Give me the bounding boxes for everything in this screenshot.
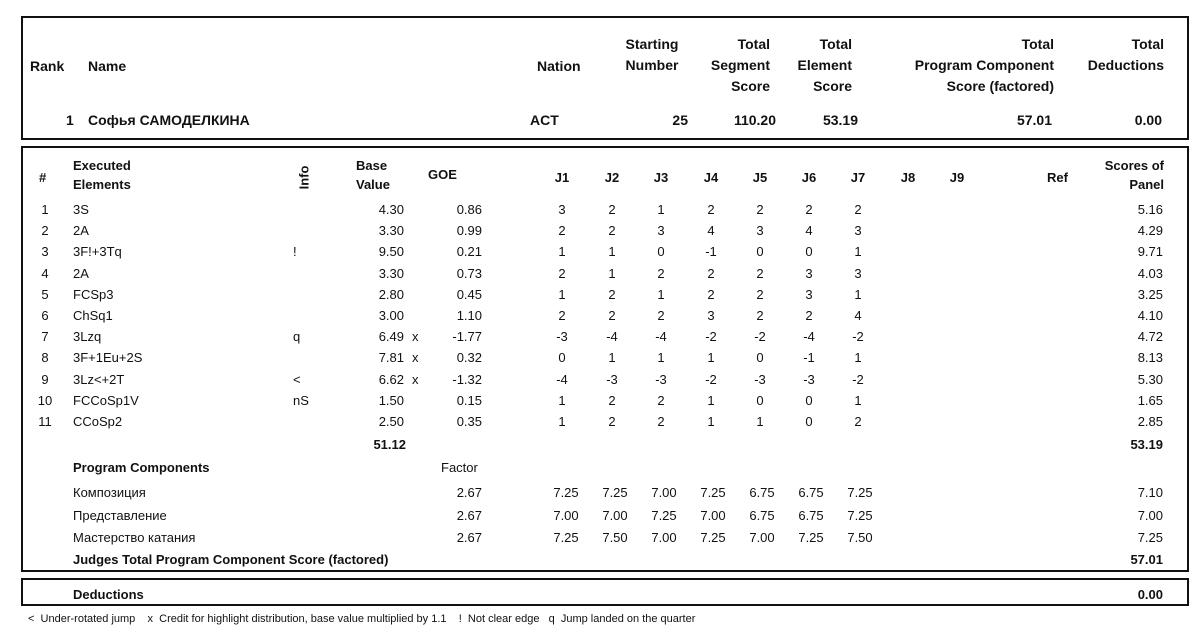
skater-total-segment: 110.20 — [733, 112, 776, 128]
element-base: 1.50 — [378, 392, 404, 408]
element-num: 6 — [41, 308, 49, 323]
component-name: Мастерство катания — [73, 530, 196, 545]
element-row — [0, 287, 1200, 308]
component-judge-score: 7.00 — [700, 507, 726, 523]
element-judge-score: 3 — [805, 286, 813, 302]
component-judge-score: 7.25 — [700, 485, 726, 500]
starting-number-label: Starting Number — [625, 36, 679, 73]
total-pcs-label: Total Program Component Score (factored) — [914, 36, 1054, 94]
element-goe: 1.10 — [456, 308, 482, 323]
element-judge-score: -2 — [852, 371, 864, 387]
element-judge-score: 1 — [558, 392, 566, 408]
element-num: 5 — [41, 286, 49, 302]
component-name: Представление — [73, 507, 167, 523]
element-row — [0, 393, 1200, 414]
elements-base-total: 51.12 — [373, 437, 406, 452]
total-element-label: Total Element Score — [797, 36, 852, 94]
element-name: 3F+1Eu+2S — [73, 350, 143, 366]
component-judge-score: 7.25 — [553, 530, 579, 545]
element-goe: 0.99 — [456, 223, 482, 239]
element-bonus-x: x — [412, 329, 419, 345]
element-judge-score: 0 — [558, 350, 566, 366]
component-judge-score: 7.25 — [553, 485, 579, 500]
element-name: 2A — [73, 265, 89, 281]
element-name: ChSq1 — [73, 308, 113, 323]
element-info: ! — [293, 244, 297, 260]
element-bonus-x: x — [412, 371, 419, 387]
element-info: nS — [293, 392, 309, 408]
element-name: 3Lz<+2T — [73, 371, 125, 387]
total-deductions-label: Total Deductions — [1087, 36, 1164, 73]
element-judge-score: 1 — [707, 414, 715, 429]
element-name: FCCoSp1V — [73, 392, 139, 408]
element-judge-score: -2 — [705, 329, 717, 345]
element-judge-score: -3 — [803, 371, 815, 387]
element-judge-score: 1 — [854, 244, 862, 260]
total-segment-label: Total Segment Score — [710, 36, 770, 94]
element-judge-score: 2 — [756, 202, 764, 217]
element-num: 1 — [41, 202, 49, 217]
col-info-label: Info — [296, 165, 312, 190]
element-judge-score: 3 — [854, 223, 862, 239]
element-row — [0, 372, 1200, 393]
program-component-row — [0, 485, 1200, 506]
element-info: q — [293, 329, 301, 345]
element-judge-score: 1 — [707, 350, 715, 366]
component-factor: 2.67 — [456, 530, 482, 545]
element-judge-score: 2 — [608, 202, 616, 217]
element-goe: 0.32 — [456, 350, 482, 366]
element-judge-score: 1 — [756, 414, 764, 429]
element-row — [0, 244, 1200, 265]
judge-label-1: J1 — [554, 170, 570, 185]
element-name: FCSp3 — [73, 286, 114, 302]
skater-nation: ACT — [530, 112, 559, 128]
judge-label-3: J3 — [653, 170, 669, 185]
element-judge-score: 2 — [608, 414, 616, 429]
element-judge-score: 2 — [657, 265, 665, 281]
component-score: 7.10 — [1137, 485, 1163, 500]
element-judge-score: 3 — [558, 202, 566, 217]
component-judge-score: 6.75 — [749, 485, 775, 500]
element-judge-score: 1 — [657, 202, 665, 217]
element-judge-score: 0 — [805, 244, 813, 260]
element-judge-score: 3 — [756, 223, 764, 239]
component-name: Композиция — [73, 485, 146, 500]
element-row — [0, 223, 1200, 244]
name-label: Name — [88, 58, 127, 74]
element-goe: 0.86 — [456, 202, 482, 217]
element-name: CCoSp2 — [73, 414, 123, 429]
skater-total-pcs: 57.01 — [1016, 112, 1052, 128]
element-num: 9 — [41, 371, 49, 387]
element-num: 7 — [41, 329, 49, 345]
component-judge-score: 7.00 — [602, 507, 628, 523]
element-judge-score: 2 — [854, 414, 862, 429]
component-judge-score: 7.50 — [602, 530, 628, 545]
component-factor: 2.67 — [456, 485, 482, 500]
element-judge-score: 2 — [657, 308, 665, 323]
element-judge-score: -4 — [803, 329, 815, 345]
elements-score-total: 53.19 — [1130, 437, 1163, 452]
pcs-total-label: Judges Total Program Component Score (factored) — [73, 552, 389, 567]
component-judge-score: 7.25 — [798, 530, 824, 545]
component-judge-score: 7.00 — [749, 530, 775, 545]
program-components-title: Program Components — [73, 460, 210, 475]
element-judge-score: 4 — [707, 223, 715, 239]
element-judge-score: -3 — [606, 371, 618, 387]
element-name: 3Lzq — [73, 329, 102, 345]
element-judge-score: -3 — [655, 371, 667, 387]
element-judge-score: 1 — [608, 350, 616, 366]
component-score: 7.25 — [1137, 530, 1163, 545]
element-base: 2.80 — [378, 286, 404, 302]
element-judge-score: 0 — [756, 392, 764, 408]
element-row — [0, 414, 1200, 435]
element-score: 9.71 — [1137, 244, 1163, 260]
element-score: 4.29 — [1137, 223, 1163, 239]
component-judge-score: 7.25 — [847, 507, 873, 523]
element-score: 4.72 — [1137, 329, 1163, 345]
element-goe: 0.35 — [456, 414, 482, 429]
element-name: 3S — [73, 202, 89, 217]
judge-label-8: J8 — [900, 170, 916, 185]
col-num-label: # — [39, 170, 47, 185]
element-num: 2 — [41, 223, 49, 239]
pcs-total-value: 57.01 — [1130, 552, 1163, 567]
element-score: 4.03 — [1137, 265, 1163, 281]
element-row — [0, 329, 1200, 350]
element-judge-score: 1 — [608, 244, 616, 260]
element-info: < — [293, 371, 301, 387]
element-row — [0, 266, 1200, 287]
element-num: 3 — [41, 244, 49, 260]
element-base: 3.30 — [378, 265, 404, 281]
component-judge-score: 7.50 — [847, 530, 873, 545]
col-ref-label: Ref — [1047, 170, 1068, 185]
element-base: 6.62 — [378, 371, 404, 387]
element-num: 4 — [41, 265, 49, 281]
judge-label-5: J5 — [752, 170, 768, 185]
element-goe: 0.15 — [456, 392, 482, 408]
element-judge-score: 2 — [805, 308, 813, 323]
deductions-label: Deductions — [73, 587, 144, 602]
program-component-row — [0, 530, 1200, 551]
element-row — [0, 350, 1200, 371]
component-judge-score: 7.00 — [651, 530, 677, 545]
element-score: 8.13 — [1137, 350, 1163, 366]
skater-rank: 1 — [66, 112, 74, 128]
element-judge-score: 0 — [805, 414, 813, 429]
element-judge-score: 2 — [707, 202, 715, 217]
element-judge-score: 2 — [608, 392, 616, 408]
element-judge-score: 1 — [558, 286, 566, 302]
element-judge-score: 2 — [608, 286, 616, 302]
component-judge-score: 7.25 — [602, 485, 628, 500]
element-base: 7.81 — [378, 350, 404, 366]
element-judge-score: -4 — [606, 329, 618, 345]
judge-label-4: J4 — [703, 170, 719, 185]
skater-name: Софья САМОДЕЛКИНА — [88, 112, 250, 128]
judge-label-2: J2 — [604, 170, 620, 185]
element-judge-score: 1 — [854, 286, 862, 302]
element-judge-score: 2 — [558, 223, 566, 239]
element-judge-score: -1 — [803, 350, 815, 366]
element-base: 3.30 — [378, 223, 404, 239]
element-judge-score: -1 — [705, 244, 717, 260]
component-factor: 2.67 — [456, 507, 482, 523]
element-judge-score: -2 — [852, 329, 864, 345]
element-judge-score: 4 — [805, 223, 813, 239]
factor-label: Factor — [441, 460, 478, 475]
element-judge-score: 2 — [756, 286, 764, 302]
col-scores-label: Scores of Panel — [1104, 158, 1164, 192]
element-num: 11 — [38, 414, 52, 429]
skater-total-deductions: 0.00 — [1134, 112, 1162, 128]
element-score: 3.25 — [1137, 286, 1163, 302]
deductions-value: 0.00 — [1137, 587, 1163, 602]
component-judge-score: 7.25 — [651, 507, 677, 523]
element-score: 2.85 — [1137, 414, 1163, 429]
element-judge-score: 1 — [558, 414, 566, 429]
element-judge-score: 2 — [854, 202, 862, 217]
deductions-box — [21, 578, 1189, 606]
element-judge-score: -3 — [754, 371, 766, 387]
component-judge-score: 6.75 — [749, 507, 775, 523]
element-judge-score: 0 — [657, 244, 665, 260]
element-judge-score: 1 — [854, 392, 862, 408]
element-score: 5.30 — [1137, 371, 1163, 387]
nation-label: Nation — [537, 58, 581, 74]
element-judge-score: -4 — [556, 371, 568, 387]
element-judge-score: 1 — [608, 265, 616, 281]
component-judge-score: 7.25 — [700, 530, 726, 545]
element-num: 8 — [41, 350, 49, 366]
element-base: 2.50 — [378, 414, 404, 429]
element-judge-score: 2 — [657, 414, 665, 429]
element-judge-score: 0 — [756, 244, 764, 260]
element-judge-score: 2 — [805, 202, 813, 217]
rank-label: Rank — [30, 58, 65, 74]
element-judge-score: 2 — [657, 392, 665, 408]
element-base: 4.30 — [378, 202, 404, 217]
col-executed-label: Executed Elements — [73, 158, 131, 192]
program-component-row — [0, 508, 1200, 529]
component-judge-score: 6.75 — [798, 485, 824, 500]
element-goe: -1.32 — [452, 371, 482, 387]
element-bonus-x: x — [412, 350, 419, 366]
skater-starting-number: 25 — [672, 112, 688, 128]
element-judge-score: 3 — [854, 265, 862, 281]
element-base: 3.00 — [378, 308, 404, 323]
element-goe: 0.73 — [456, 265, 482, 281]
element-judge-score: 1 — [657, 286, 665, 302]
element-num: 10 — [37, 392, 53, 408]
element-row — [0, 202, 1200, 223]
element-judge-score: 2 — [756, 308, 764, 323]
element-score: 5.16 — [1137, 202, 1163, 217]
element-judge-score: 3 — [805, 265, 813, 281]
element-judge-score: 2 — [756, 265, 764, 281]
judge-label-7: J7 — [850, 170, 866, 185]
element-goe: -1.77 — [452, 329, 482, 345]
component-judge-score: 7.00 — [651, 485, 677, 500]
legend-text: < Under-rotated jump x Credit for highlight distribution, base value multiplied by 1.1 ! Not clear edge q Jump landed on the quarter — [28, 613, 696, 625]
element-judge-score: -2 — [705, 371, 717, 387]
judge-label-6: J6 — [801, 170, 817, 185]
component-score: 7.00 — [1137, 507, 1163, 523]
element-judge-score: 2 — [608, 223, 616, 239]
component-judge-score: 7.00 — [553, 507, 579, 523]
element-judge-score: 2 — [707, 286, 715, 302]
element-judge-score: 2 — [558, 308, 566, 323]
skater-total-element: 53.19 — [822, 112, 858, 128]
element-goe: 0.45 — [456, 286, 482, 302]
element-name: 2A — [73, 223, 89, 239]
element-goe: 0.21 — [456, 244, 482, 260]
element-score: 4.10 — [1137, 308, 1163, 323]
col-base-label: Base Value — [356, 158, 390, 192]
element-judge-score: 3 — [657, 223, 665, 239]
element-row — [0, 308, 1200, 329]
element-judge-score: 2 — [608, 308, 616, 323]
element-judge-score: -4 — [655, 329, 667, 345]
element-judge-score: 0 — [805, 392, 813, 408]
element-judge-score: -2 — [754, 329, 766, 345]
element-judge-score: 1 — [854, 350, 862, 366]
element-judge-score: 1 — [707, 392, 715, 408]
element-name: 3F!+3Tq — [73, 244, 122, 260]
element-judge-score: -3 — [556, 329, 568, 345]
element-judge-score: 2 — [558, 265, 566, 281]
col-goe-label: GOE — [428, 167, 457, 182]
element-judge-score: 4 — [854, 308, 862, 323]
element-judge-score: 0 — [756, 350, 764, 366]
component-judge-score: 7.25 — [847, 485, 873, 500]
element-judge-score: 1 — [657, 350, 665, 366]
judge-label-9: J9 — [949, 170, 965, 185]
element-judge-score: 3 — [707, 308, 715, 323]
component-judge-score: 6.75 — [798, 507, 824, 523]
element-base: 9.50 — [378, 244, 404, 260]
element-base: 6.49 — [378, 329, 404, 345]
element-judge-score: 2 — [707, 265, 715, 281]
element-judge-score: 1 — [558, 244, 566, 260]
element-score: 1.65 — [1137, 392, 1163, 408]
